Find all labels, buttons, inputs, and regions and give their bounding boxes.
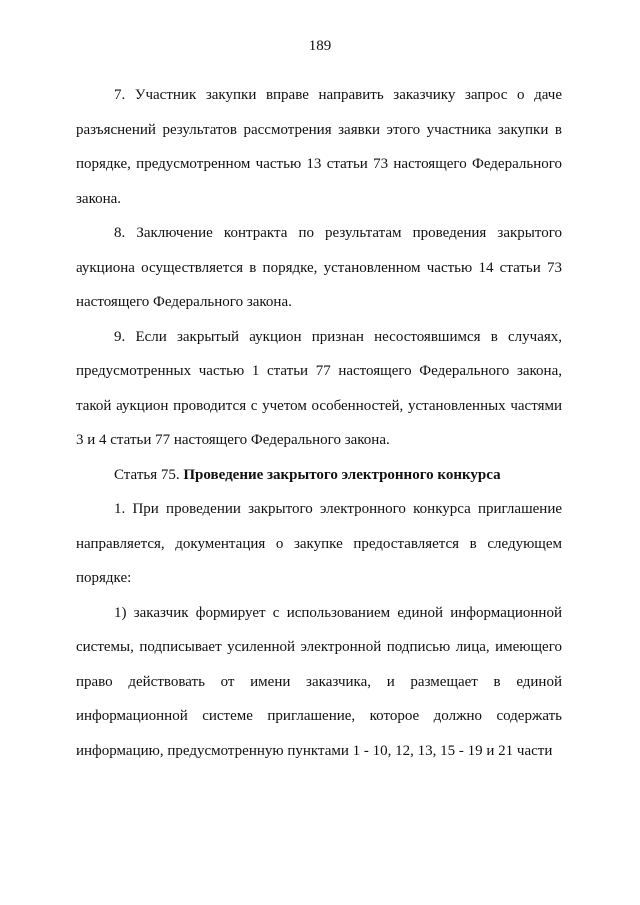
article-heading (76, 458, 562, 493)
article-subparagraph-1: 1) заказчик формирует с использованием единой информационной системы, подписывает усиленной электронной подписью лица, имеющего право действовать от имени заказчика, и размещает в единой информационной системе приглашение, которое должно содержать информацию, предусмотренную пунктами 1 - 10, 12, 13, 15 - 19 и 21 части (76, 604, 562, 759)
article-title: Проведение закрытого электронного конкурса (183, 466, 501, 483)
article-paragraph-1: 1. При проведении закрытого электронного конкурса приглашение направляется, документация о закупке предоставляется в следующем порядке: (76, 501, 562, 586)
document-body (76, 78, 562, 768)
paragraph-7: 7. Участник закупки вправе направить заказчику запрос о даче разъяснений результатов рассмотрения заявки этого участника закупки в порядке, предусмотренном частью 13 статьи 73 настоящего Федерального закона. (76, 87, 562, 207)
paragraph-9: 9. Если закрытый аукцион признан несостоявшимся в случаях, предусмотренных частью 1 статьи 77 настоящего Федерального закона, такой аукцион проводится с учетом особенностей, установленных частями 3 и 4 статьи 77 настоящего Федерального закона. (76, 328, 562, 448)
page-number: 189 (308, 38, 332, 54)
article-label: Статья 75. (114, 466, 180, 483)
paragraph-8: 8. Заключение контракта по результатам проведения закрытого аукциона осуществляется в порядке, установленном частью 14 статьи 73 настоящего Федерального закона. (76, 225, 562, 310)
